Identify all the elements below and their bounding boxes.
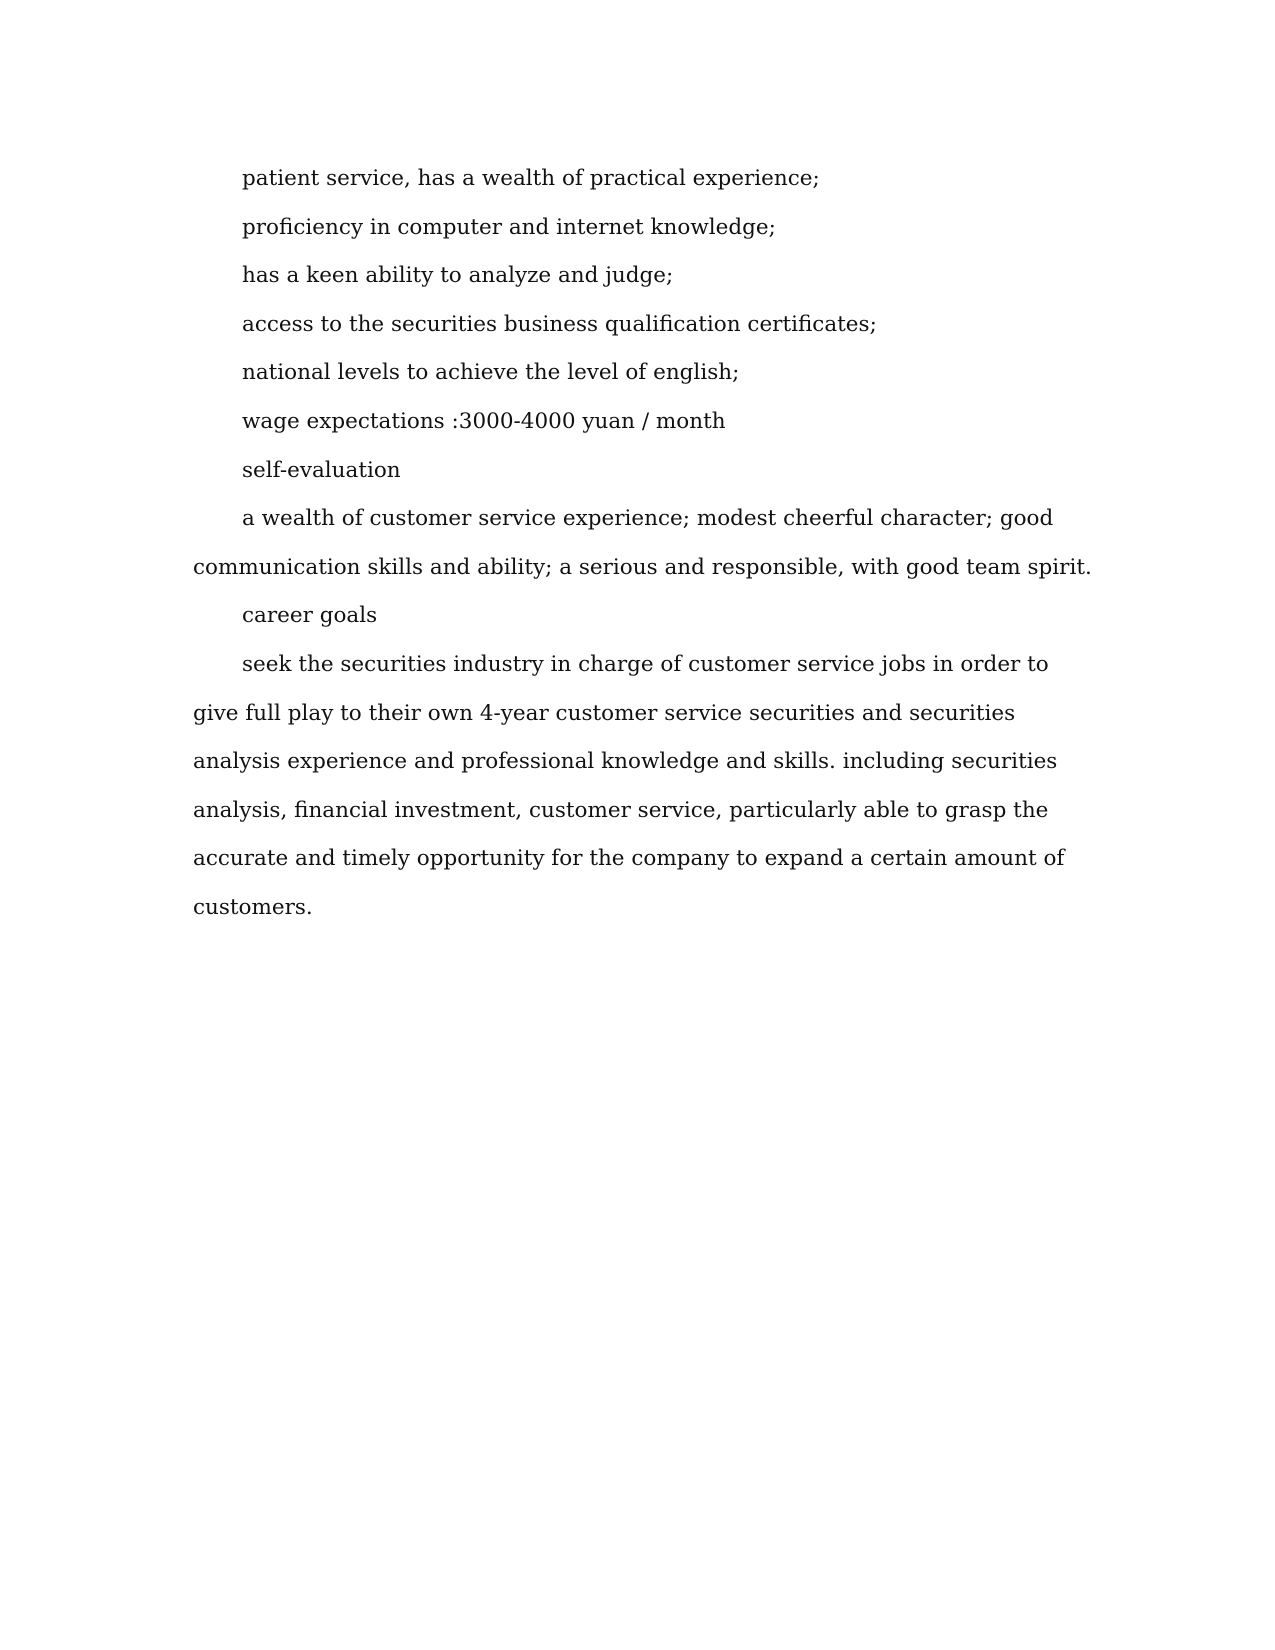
paragraph-self-evaluation-text: a wealth of customer service experience; modest cheerful character; good communication skills and ability; a serious and responsible, with good team spirit.	[193, 506, 1092, 580]
paragraph-career-goals-text: seek the securities industry in charge of customer service jobs in order to give full play to their own 4-year customer service securities and securities analysis experience and professional knowledge and skills. including securities analysis, financial investment, customer service, particularly able to grasp the accurate and timely opportunity for the company to expand a certain amount of customers.	[193, 651, 1065, 920]
paragraph-analysis-ability: has a keen ability to analyze and judge;	[242, 263, 674, 289]
document-body	[193, 155, 1093, 933]
heading-career-goals: career goals	[242, 603, 378, 629]
heading-self-evaluation: self-evaluation	[242, 457, 401, 483]
paragraph-securities-certificates: access to the securities business qualification certificates;	[242, 311, 877, 337]
paragraph-patient-service: patient service, has a wealth of practical experience;	[242, 166, 820, 191]
paragraph-computer-proficiency: proficiency in computer and internet knowledge;	[242, 214, 776, 240]
paragraph-wage-expectations: wage expectations :3000-4000 yuan / month	[242, 408, 726, 434]
paragraph-english-level: national levels to achieve the level of english;	[242, 360, 740, 386]
